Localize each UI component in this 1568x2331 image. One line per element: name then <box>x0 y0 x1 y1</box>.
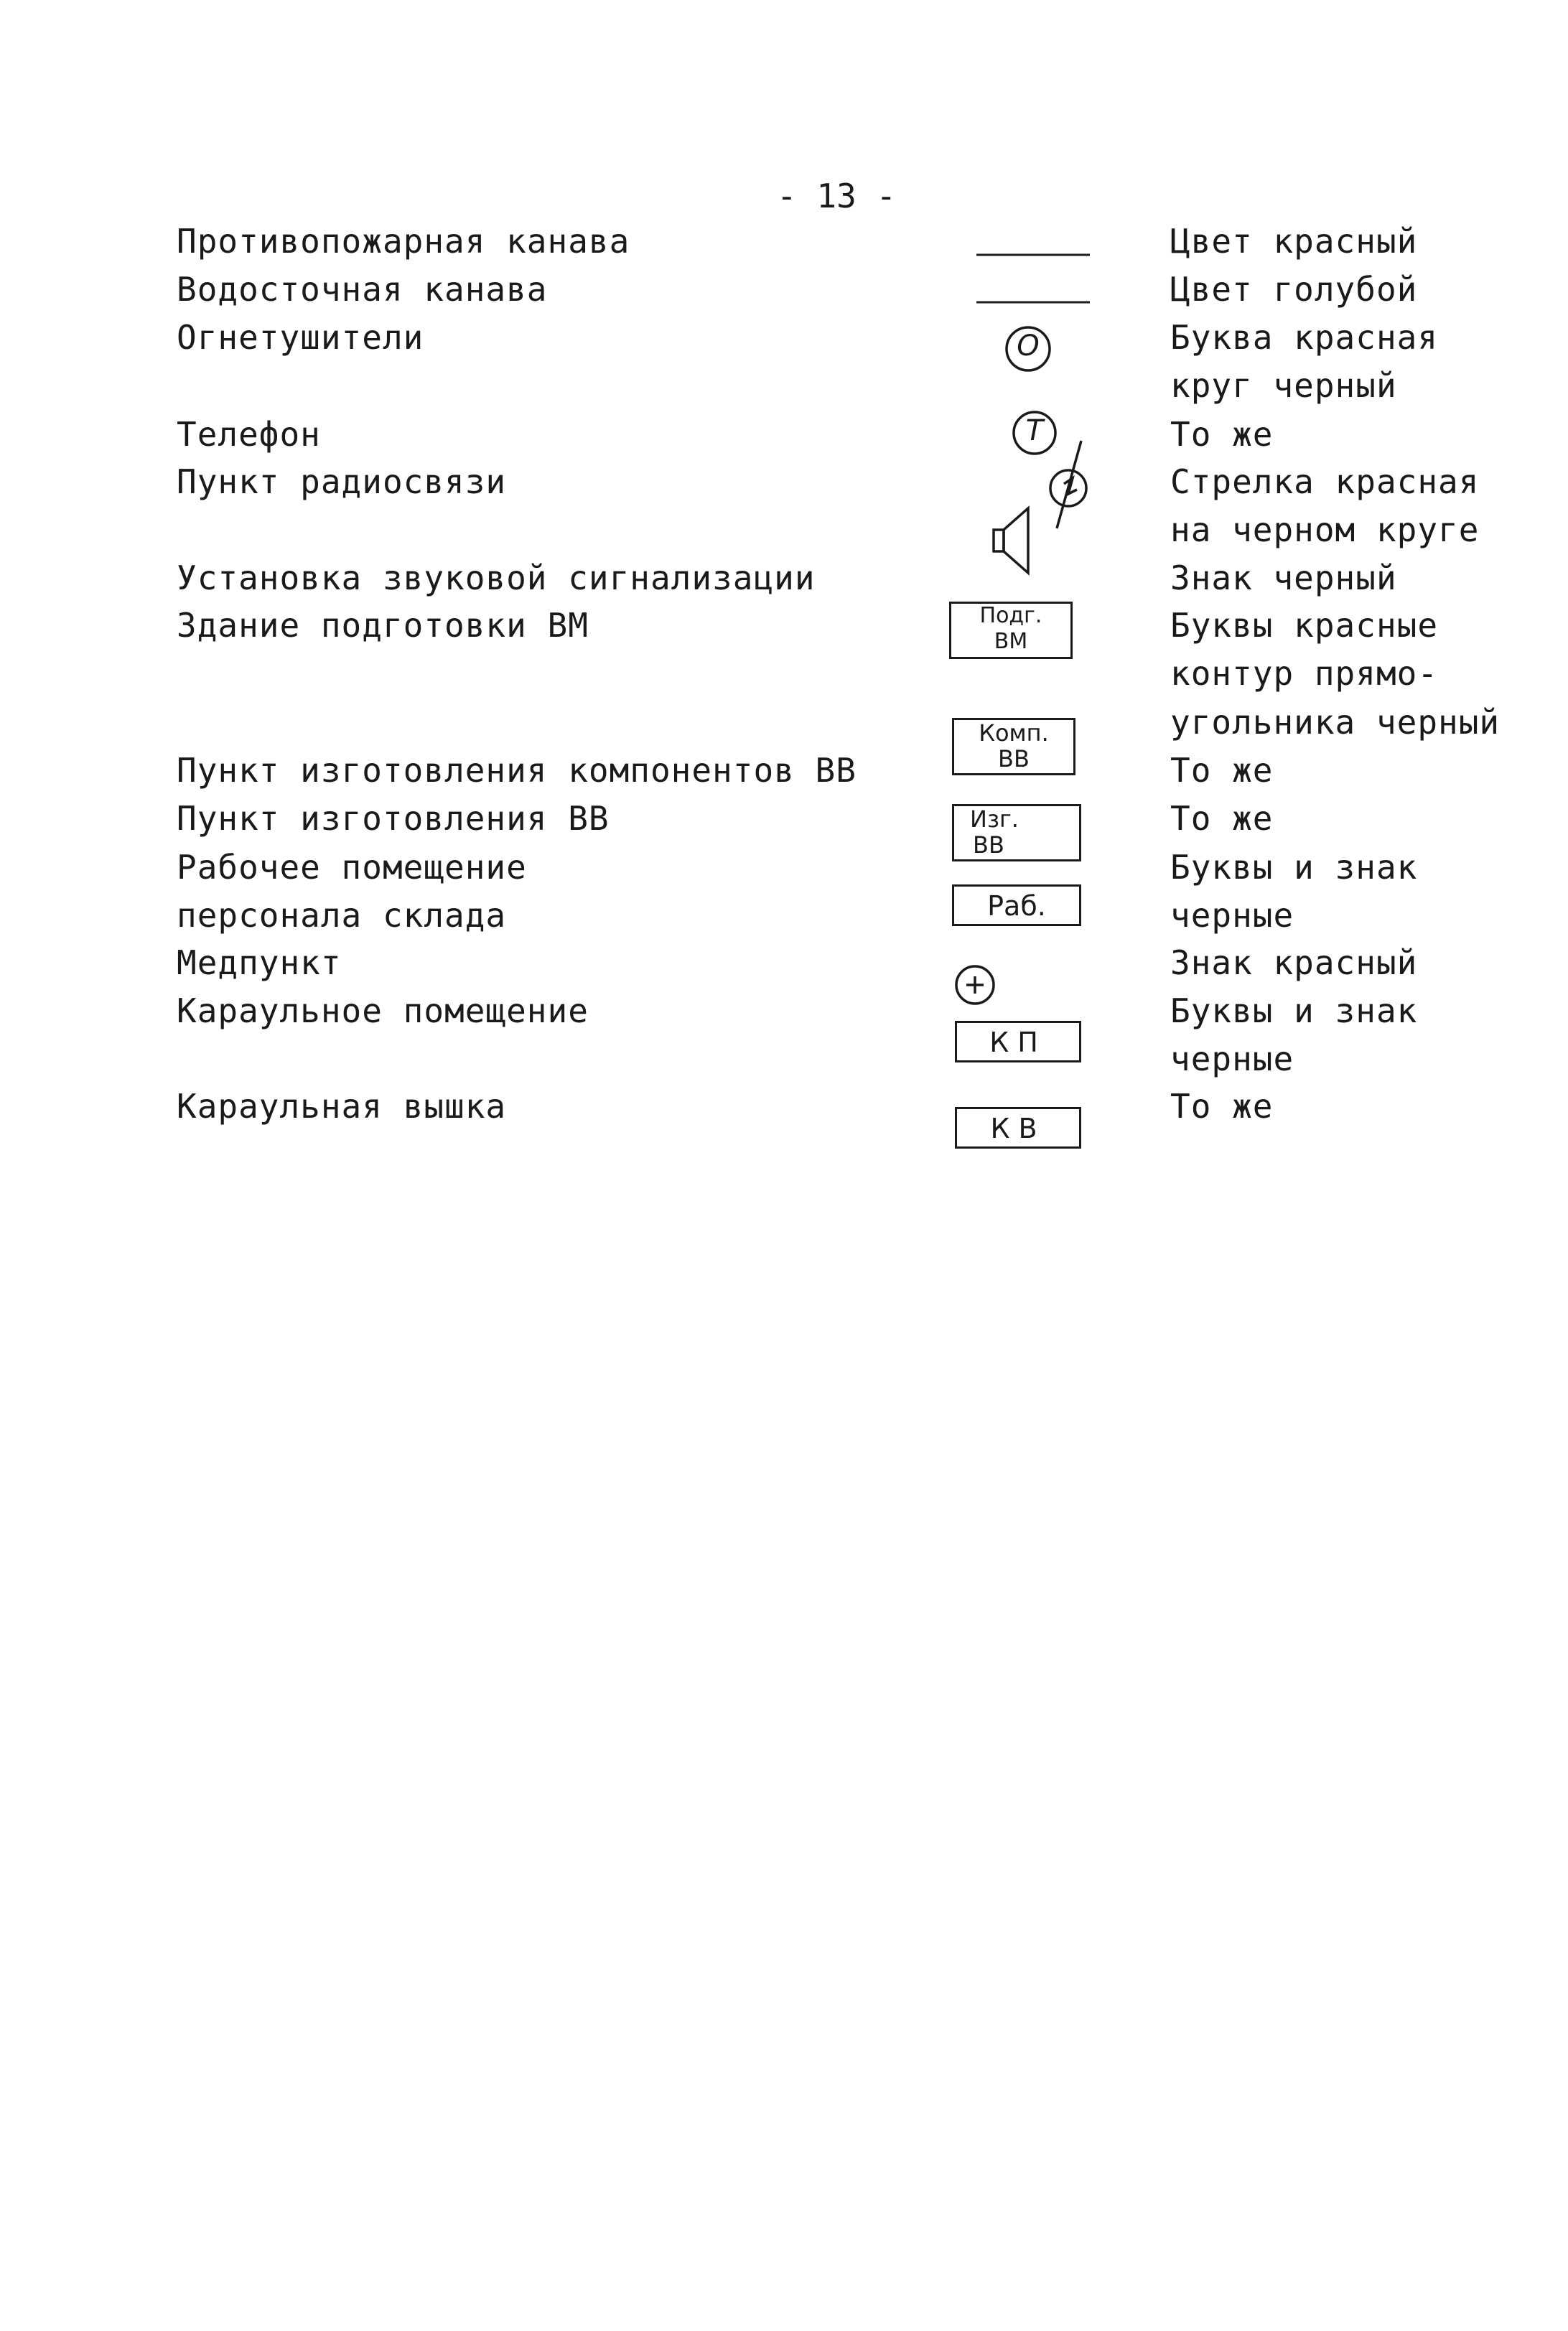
label-vm-prep-building: Здание подготовки ВМ <box>177 606 589 645</box>
staff-room-icon <box>952 884 1081 926</box>
bb-components-icon <box>952 718 1075 775</box>
label-sound-alarm: Установка звуковой сигнализации <box>177 559 816 597</box>
label-telephone: Телефон <box>177 415 321 454</box>
label-drain-ditch: Водосточная канава <box>177 270 548 309</box>
desc-sound-alarm: Знак черный <box>1170 559 1397 597</box>
bb-manufacture-text-1: Изг. <box>970 805 1019 833</box>
desc-vm-prep-1: Буквы красные <box>1170 606 1439 645</box>
desc-medical-point: Знак красный <box>1170 943 1418 982</box>
desc-drain-ditch: Цвет голубой <box>1170 270 1418 309</box>
label-work-room-cont: персонала склада <box>177 896 507 935</box>
desc-bb-components: То же <box>1170 751 1274 790</box>
desc-radio-2: на черном круге <box>1170 510 1480 549</box>
desc-bb-manufacture: То же <box>1170 799 1274 838</box>
desc-telephone: То же <box>1170 415 1274 454</box>
staff-room-text: Раб. <box>987 890 1046 922</box>
fire-extinguisher-icon <box>1004 324 1053 373</box>
vm-prep-building-icon <box>949 602 1073 659</box>
guard-tower-icon <box>955 1107 1081 1149</box>
radio-lightning-icon <box>1040 438 1097 531</box>
desc-guard-room-1: Буквы и знак <box>1170 991 1418 1030</box>
desc-work-room-1: Буквы и знак <box>1170 848 1418 887</box>
label-radio-point: Пункт радиосвязи <box>177 462 507 501</box>
fire-extinguisher-letter: О <box>1017 330 1040 363</box>
desc-extinguisher-1: Буква красная <box>1170 318 1439 357</box>
desc-vm-prep-3: угольника черный <box>1170 703 1501 742</box>
label-work-room: Рабочее помещение <box>177 848 527 887</box>
bb-manufacture-icon <box>952 804 1081 861</box>
medical-plus-icon <box>952 962 998 1008</box>
label-medical-point: Медпункт <box>177 943 342 982</box>
vm-prep-text-1: Подг. <box>979 603 1042 628</box>
loudspeaker-icon <box>991 503 1041 581</box>
desc-vm-prep-2: контур прямо- <box>1170 654 1439 693</box>
label-guard-tower: Караульная вышка <box>177 1087 507 1126</box>
label-bb-manufacture-point: Пункт изготовления ВВ <box>177 799 610 838</box>
fire-ditch-line-icon <box>976 253 1091 257</box>
guard-tower-text: КВ <box>990 1113 1046 1144</box>
vm-prep-text-2: ВМ <box>994 629 1028 654</box>
bb-components-text-2: ВВ <box>998 745 1030 772</box>
desc-guard-room-2: черные <box>1170 1040 1294 1078</box>
label-fire-ditch: Противопожарная канава <box>177 222 630 261</box>
desc-radio-1: Стрелка красная <box>1170 462 1480 501</box>
label-bb-components-point: Пункт изготовления компонентов ВВ <box>177 751 857 790</box>
page-number: - 13 - <box>777 177 897 215</box>
desc-guard-tower: То же <box>1170 1087 1274 1126</box>
guard-room-text: КП <box>989 1027 1047 1058</box>
telephone-letter: Т <box>1025 414 1044 447</box>
desc-work-room-2: черные <box>1170 896 1294 935</box>
desc-fire-ditch: Цвет красный <box>1170 222 1418 261</box>
guard-room-icon <box>955 1021 1081 1062</box>
desc-extinguisher-2: круг черный <box>1170 366 1397 405</box>
label-guard-room: Караульное помещение <box>177 991 589 1030</box>
label-fire-extinguishers: Огнетушители <box>177 318 424 357</box>
drain-ditch-line-icon <box>976 300 1091 304</box>
bb-components-text-1: Комп. <box>979 719 1049 747</box>
bb-manufacture-text-2: ВВ <box>973 831 1004 859</box>
